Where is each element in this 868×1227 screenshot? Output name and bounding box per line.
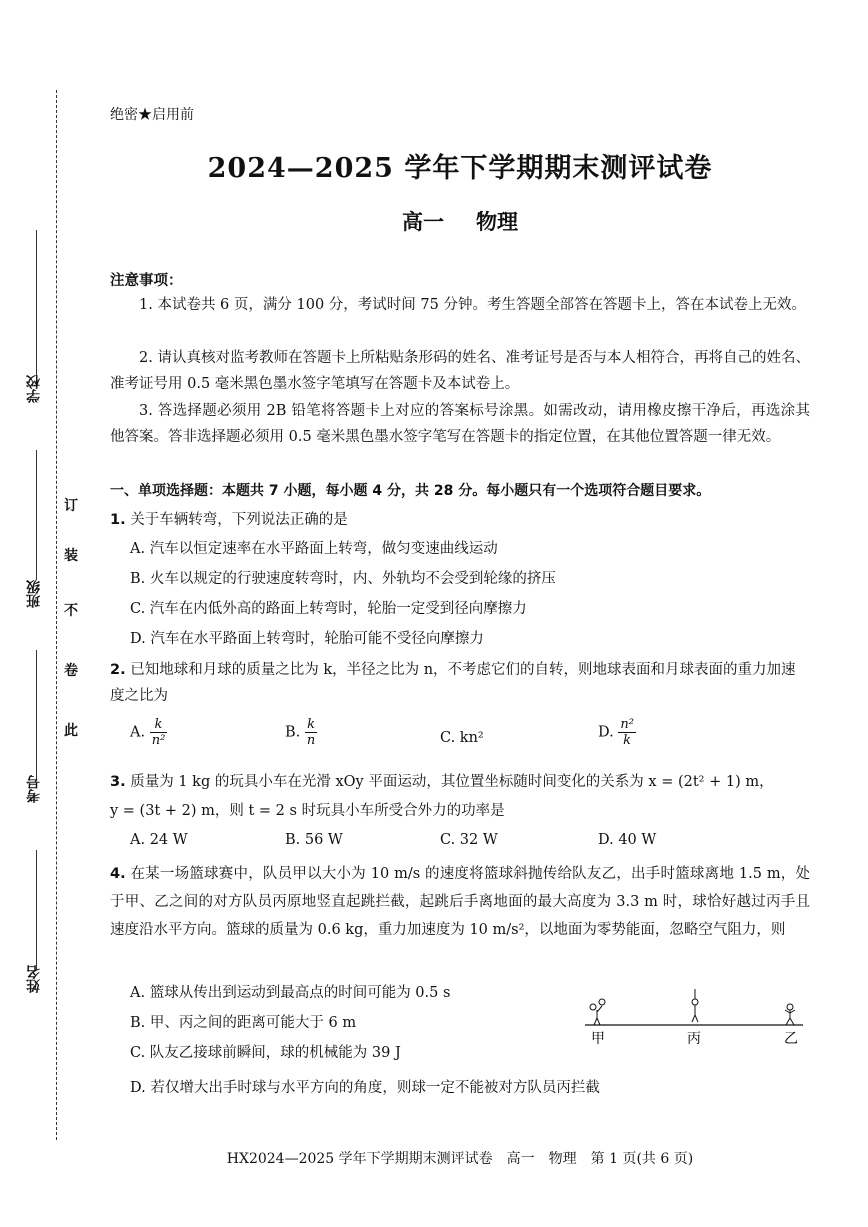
school-label: 学校 (26, 375, 42, 403)
denominator: n (306, 733, 316, 748)
question-stem: 关于车辆转弯，下列说法正确的是 (130, 512, 348, 528)
notice-item: 3. 答选择题必须用 2B 铅笔将答题卡上对应的答案标号涂黑。如需改动，请用橡皮擦干净后，再选涂其他答案。答非选择题必须用 0.5 毫米黑色墨水签字笔写在答题卡的指定位置，在其他位置答题一律无效。 (110, 403, 810, 445)
option-d (598, 717, 636, 748)
option-d: D. 40 W (598, 832, 657, 848)
notice-heading: 注意事项： (110, 272, 183, 289)
class-label: 班级 (26, 580, 42, 608)
exam-no-label: 考号 (26, 775, 42, 803)
page-title: 2024—2025 学年下学期期末测评试卷 (207, 153, 713, 184)
seal-char: 不 (64, 603, 78, 619)
page-subtitle (110, 206, 810, 236)
exam-no-underline (36, 650, 37, 780)
figure-svg (585, 985, 805, 1045)
seal-char: 订 (64, 498, 78, 514)
page-footer: HX2024—2025 学年下学期期末测评试卷 高一 物理 第 1 页(共 6 页) (226, 1151, 694, 1167)
grade: 高一 (402, 209, 444, 234)
option-b: B. 甲、丙之间的距离可能大于 6 m (130, 1015, 357, 1031)
option-a: A. 汽车以恒定速率在水平路面上转弯，做匀变速曲线运动 (130, 541, 498, 557)
question-4 (110, 860, 810, 944)
class-underline (36, 450, 37, 580)
label-bing: 丙 (687, 1031, 701, 1045)
question-1 (110, 507, 348, 533)
option-a: A. 24 W (130, 832, 188, 848)
label-jia: 甲 (591, 1031, 605, 1045)
notice-item: 1. 本试卷共 6 页，满分 100 分，考试时间 75 分钟。考生答题全部答在答题卡上，答在本试卷上无效。 (139, 297, 806, 313)
option-b: B. 火车以规定的行驶速度转弯时，内、外轨均不会受到轮缘的挤压 (130, 571, 556, 587)
subject: 物理 (476, 209, 518, 234)
question-stem: 已知地球和月球的质量之比为 k，半径之比为 n，不考虑它们的自转，则地球表面和月球表面的重力加速度之比为 (110, 662, 796, 704)
option-c: C. 汽车在内低外高的路面上转弯时，轮胎一定受到径向摩擦力 (130, 601, 527, 617)
notice-item: 2. 请认真核对监考教师在答题卡上所粘贴条形码的姓名、准考证号是否与本人相符合，再将自己的姓名、准考证号用 0.5 毫米黑色墨水签字笔填写在答题卡及本试卷上。 (110, 350, 810, 392)
option-c: C. kn² (440, 730, 484, 746)
question-stem: 质量为 1 kg 的玩具小车在光滑 xOy 平面运动，其位置坐标随时间变化的关系为 x = (2t² + 1) m， (130, 774, 774, 790)
section-heading: 一、单项选择题：本题共 7 小题，每小题 4 分，共 28 分。每小题只有一个选项符合题目要求。 (110, 483, 711, 499)
option-label: B. (285, 724, 301, 741)
option-d: D. 汽车在水平路面上转弯时，轮胎可能不受径向摩擦力 (130, 631, 484, 647)
player-jia-icon (590, 999, 605, 1025)
binding-dashed-line (56, 90, 57, 1140)
option-label: A. (130, 724, 146, 741)
label-yi: 乙 (784, 1031, 798, 1045)
seal-char: 装 (64, 548, 78, 564)
option-label: D. (598, 724, 614, 741)
seal-char: 此 (64, 723, 78, 739)
denominator: k (623, 733, 632, 748)
denominator: n² (151, 733, 166, 748)
numerator: k (150, 717, 168, 733)
school-underline (36, 230, 37, 380)
binding-margin (0, 90, 95, 1140)
player-yi-icon (785, 1004, 795, 1025)
name-underline (36, 850, 37, 970)
numerator: k (305, 717, 317, 733)
option-b: B. 56 W (285, 832, 343, 848)
question-number: 2. (110, 662, 126, 678)
question-stem-cont: y = (3t + 2) m，则 t = 2 s 时玩具小车所受合外力的功率是 (110, 803, 505, 819)
fraction (150, 717, 168, 748)
seal-char: 卷 (64, 663, 78, 679)
option-d: D. 若仅增大出手时球与水平方向的角度，则球一定不能被对方队员丙拦截 (130, 1080, 600, 1096)
question-number: 3. (110, 774, 126, 790)
fraction (618, 717, 636, 748)
question-number: 4. (110, 866, 126, 882)
player-bing-icon (692, 989, 698, 1022)
option-c: C. 32 W (440, 832, 498, 848)
question-number: 1. (110, 512, 126, 528)
option-a (130, 717, 167, 748)
secret-mark: 绝密★启用前 (110, 107, 194, 123)
question-stem: 在某一场篮球赛中，队员甲以大小为 10 m/s 的速度将篮球斜抛传给队友乙，出手时篮球离地 1.5 m，处于甲、乙之间的对方队员丙原地竖直起跳拦截，起跳后手离地面的最大高度为 3.3 m 时，球恰好越过丙手且速度沿水平方向。篮球的质量为 0.6 kg，重力加速度为 10 m/s²，以地面为零势能面，忽略空气阻力，则 (110, 866, 811, 938)
option-a: A. 篮球从传出到运动到最高点的时间可能为 0.5 s (130, 985, 451, 1001)
fraction (305, 717, 317, 748)
numerator: n² (620, 717, 634, 732)
name-label: 姓名 (26, 965, 42, 993)
basketball-figure (585, 985, 805, 1045)
option-b (285, 717, 317, 748)
question-3 (110, 769, 810, 795)
question-2 (110, 657, 810, 709)
option-c: C. 队友乙接球前瞬间，球的机械能为 39 J (130, 1045, 401, 1061)
